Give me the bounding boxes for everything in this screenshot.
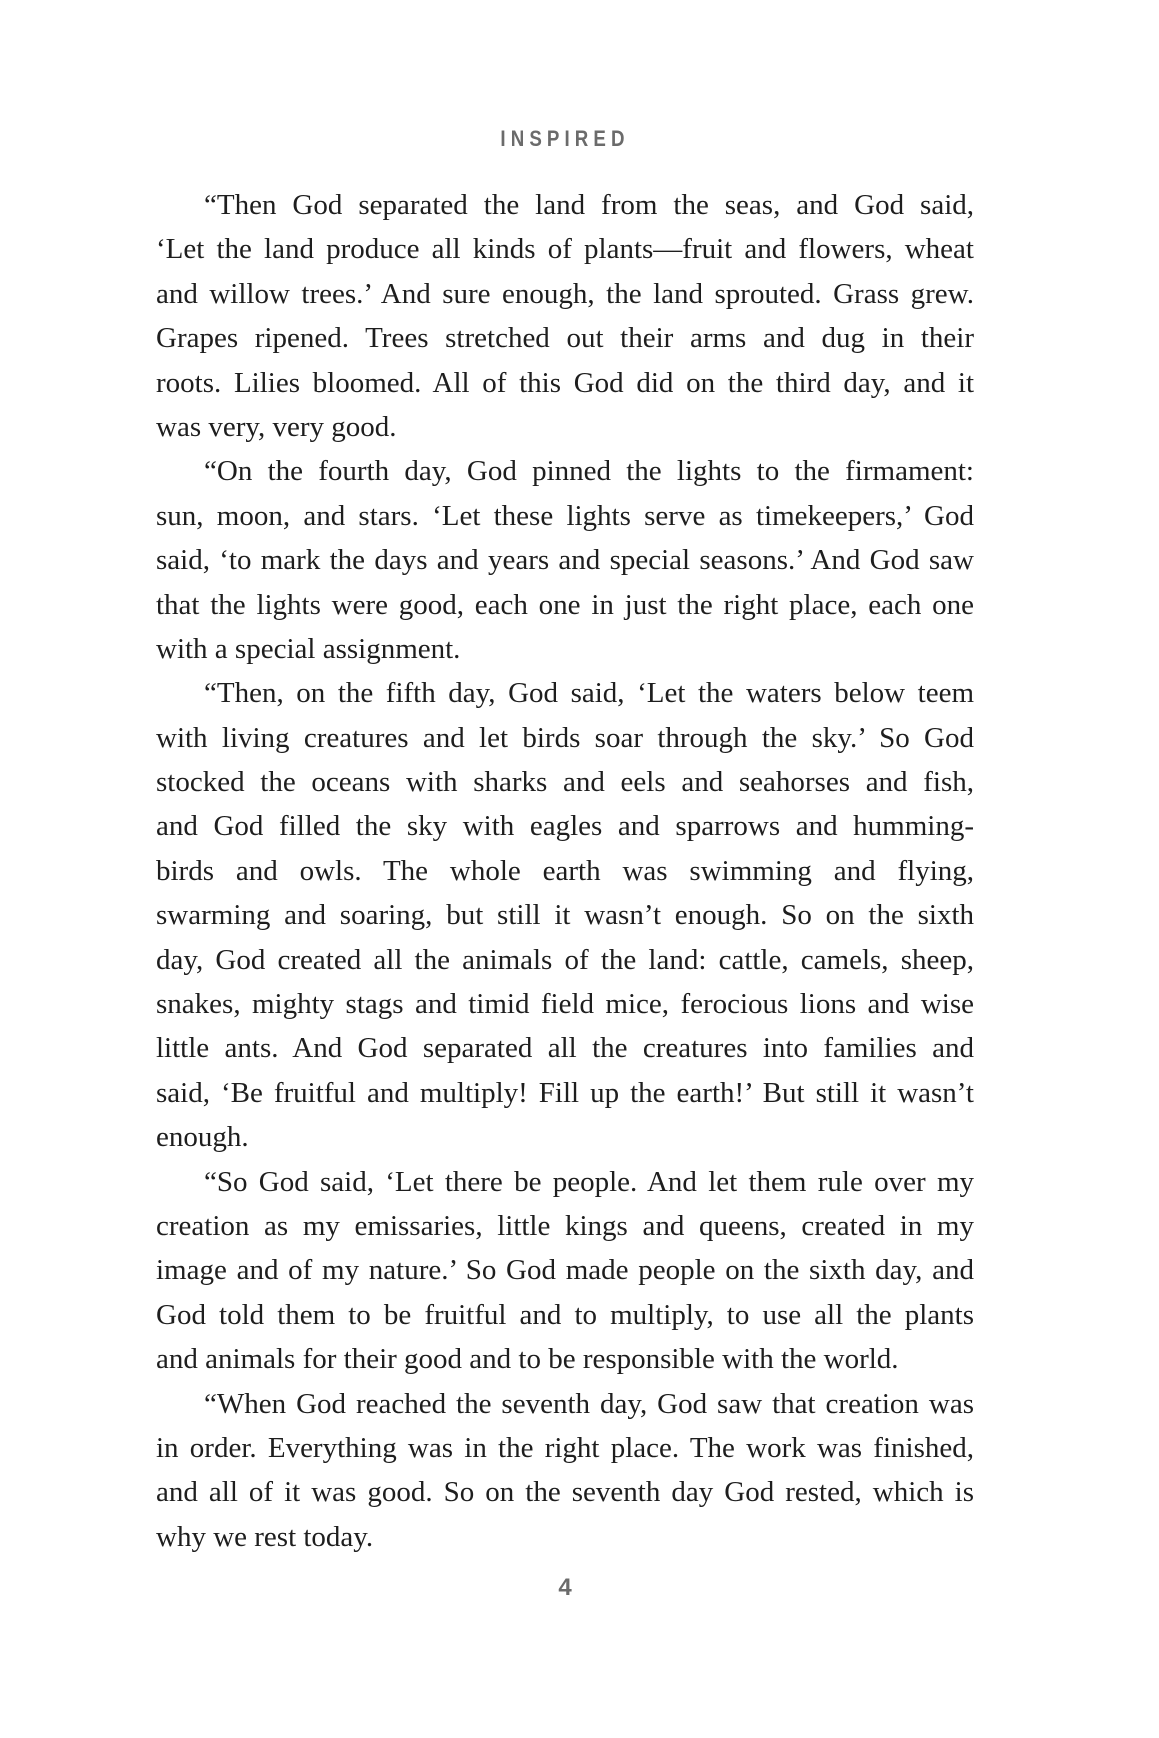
text-line: “So God said, ‘Let there be people. And let them rule over my [204, 1165, 974, 1198]
text-line: roots. Lilies bloomed. All of this God did on the third day, and it [156, 366, 974, 399]
text-line: and God filled the sky with eagles and sparrows and humming- [156, 810, 974, 843]
text-line: ‘Let the land produce all kinds of plants—fruit and flowers, wheat [156, 233, 974, 266]
text-line: and willow trees.’ And sure enough, the land sprouted. Grass grew. [156, 277, 974, 310]
text-line: in order. Everything was in the right place. The work was finished, [156, 1431, 974, 1464]
text-line: with a special assignment. [156, 632, 461, 665]
text-line: said, ‘Be fruitful and multiply! Fill up the earth!’ But still it wasn’t [156, 1076, 974, 1109]
paragraph [156, 1160, 974, 1382]
text-line: with living creatures and let birds soar through the sky.’ So God [156, 721, 974, 754]
paragraph [156, 1382, 974, 1560]
text-line: stocked the oceans with sharks and eels and seahorses and fish, [156, 766, 974, 799]
text-line: image and of my nature.’ So God made people on the sixth day, and [156, 1254, 974, 1287]
body-text [156, 183, 974, 1559]
text-line: God told them to be fruitful and to multiply, to use all the plants [156, 1298, 974, 1331]
text-line: said, ‘to mark the days and years and special seasons.’ And God saw [156, 544, 974, 577]
text-line: that the lights were good, each one in just the right place, each one [156, 588, 974, 621]
text-line: creation as my emissaries, little kings and queens, created in my [156, 1209, 974, 1242]
text-line: why we rest today. [156, 1520, 374, 1553]
paragraph [156, 449, 974, 671]
text-line: “Then, on the fifth day, God said, ‘Let the waters below teem [204, 677, 974, 710]
text-line: birds and owls. The whole earth was swimming and flying, [156, 854, 974, 887]
text-line: sun, moon, and stars. ‘Let these lights serve as timekeepers,’ God [156, 499, 974, 532]
text-line: day, God created all the animals of the land: cattle, camels, sheep, [156, 943, 974, 976]
paragraph [156, 183, 974, 449]
text-line: and animals for their good and to be responsible with the world. [156, 1343, 899, 1376]
text-line: snakes, mighty stags and timid field mice, ferocious lions and wise [156, 988, 974, 1021]
text-line: enough. [156, 1121, 249, 1154]
text-line: swarming and soaring, but still it wasn’t enough. So on the sixth [156, 899, 974, 932]
text-line: and all of it was good. So on the seventh day God rested, which is [156, 1476, 974, 1509]
text-line: Grapes ripened. Trees stretched out their arms and dug in their [156, 322, 974, 355]
text-line: was very, very good. [156, 410, 397, 443]
paragraph [156, 671, 974, 1159]
page-number: 4 [558, 1574, 572, 1601]
text-line: little ants. And God separated all the creatures into families and [156, 1032, 974, 1065]
text-line: “Then God separated the land from the seas, and God said, [204, 189, 974, 221]
text-line: “When God reached the seventh day, God saw that creation was [204, 1387, 974, 1420]
running-header: INSPIRED [500, 126, 630, 151]
text-line: “On the fourth day, God pinned the lights to the firmament: [204, 455, 974, 488]
